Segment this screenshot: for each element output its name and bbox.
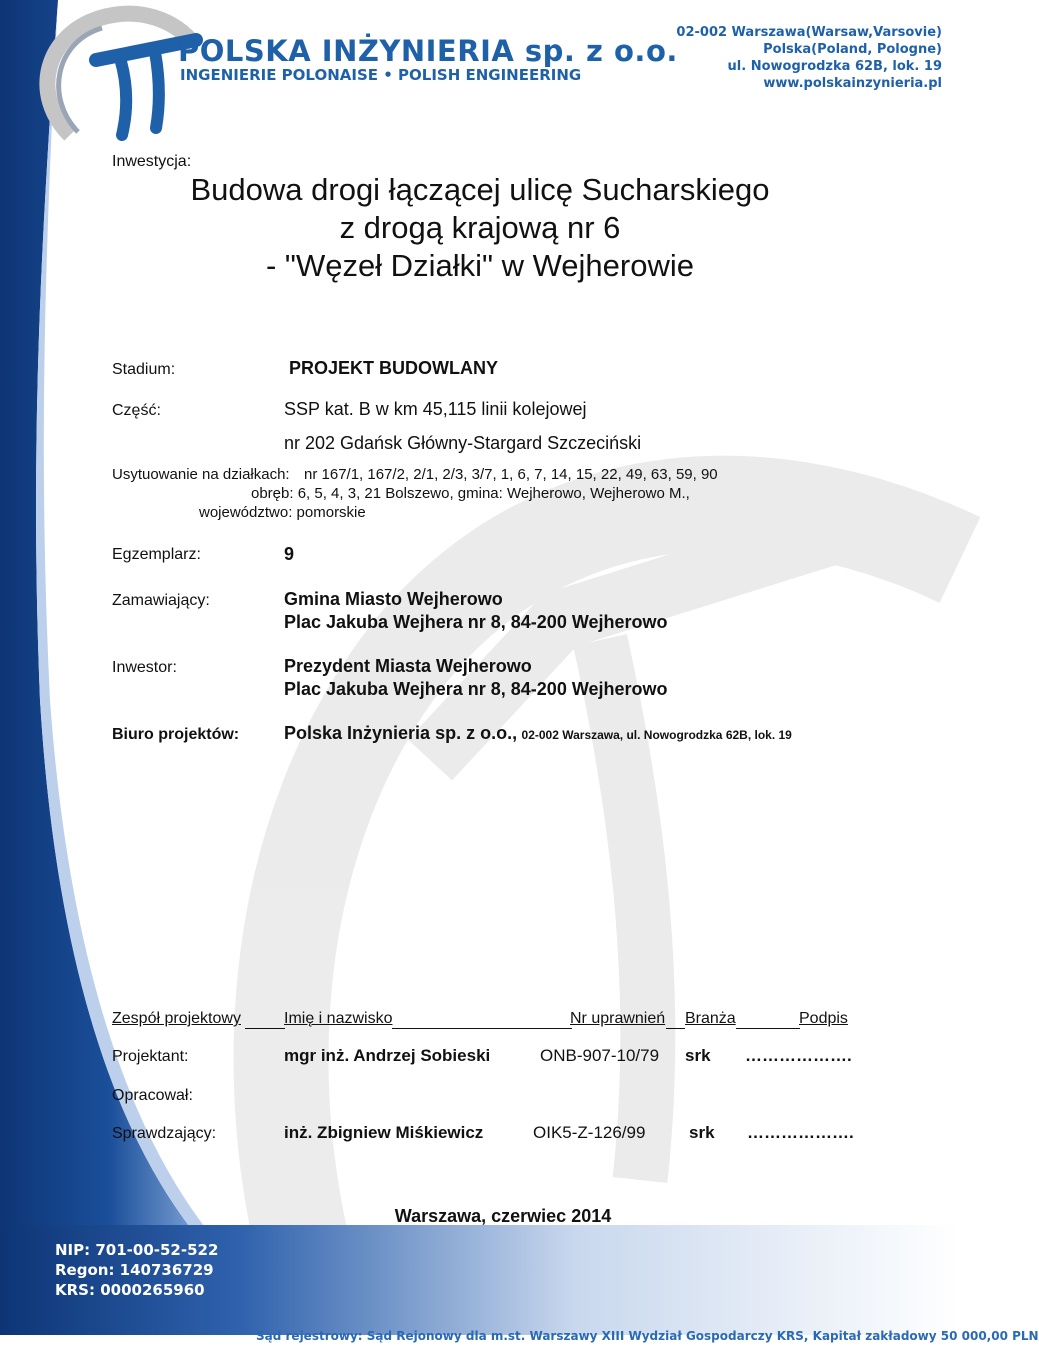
team-row-1-name: mgr inż. Andrzej Sobieski	[284, 1046, 491, 1065]
stage-value: PROJEKT BUDOWLANY	[289, 358, 499, 378]
investment-title-line-2: z drogą krajową nr 6	[339, 210, 621, 245]
pi-logo-icon	[47, 12, 196, 152]
investment-label: Inwestycja:	[112, 153, 192, 170]
header-underline-gap-1	[245, 1010, 285, 1029]
footer-krs: KRS: 0000265960	[55, 1281, 205, 1299]
address-line-3: ul. Nowogrodzka 62B, lok. 19	[727, 59, 942, 74]
team-header-team: Zespół projektowy	[112, 1010, 241, 1027]
location-line-3: województwo: pomorskie	[199, 504, 366, 521]
team-row-1-license: ONB-907-10/79	[540, 1046, 660, 1065]
footer-registry: Sąd rejestrowy: Sąd Rejonowy dla m.st. Warszawy XIII Wydział Gospodarczy KRS, Kapitał zakładowy 50 000,00 PLN	[256, 1329, 1039, 1343]
team-row-1-signature: ……………….	[745, 1046, 852, 1065]
team-header-branch: Branża	[685, 1010, 736, 1027]
investment-title-line-1: Budowa drogi łączącej ulicę Sucharskiego	[190, 172, 770, 207]
team-header-license: Nr uprawnień	[570, 1010, 666, 1027]
company-name: POLSKA INŻYNIERIA sp. z o.o.	[178, 34, 678, 68]
copy-value: 9	[284, 544, 295, 564]
office-value	[284, 723, 792, 744]
place-date: Warszawa, czerwiec 2014	[394, 1206, 612, 1226]
team-row-3-role: Sprawdzający:	[112, 1125, 217, 1142]
orderer-name: Gmina Miasto Wejherowo	[284, 589, 503, 609]
part-value-line-1: SSP kat. B w km 45,115 linii kolejowej	[284, 399, 587, 419]
company-subtitle: INGENIERIE POLONAISE • POLISH ENGINEERING	[180, 66, 582, 84]
team-row-3-name: inż. Zbigniew Miśkiewicz	[284, 1123, 484, 1142]
location-label: Usytuowanie na działkach:	[112, 466, 290, 483]
part-label: Część:	[112, 402, 161, 419]
stage-label: Stadium:	[112, 361, 176, 378]
address-line-2: Polska(Poland, Pologne)	[763, 42, 942, 57]
team-row-1-branch: srk	[685, 1046, 711, 1065]
team-row-1-role: Projektant:	[112, 1048, 189, 1065]
team-header-signature: Podpis	[799, 1010, 848, 1027]
location-line-1: nr 167/1, 167/2, 2/1, 2/3, 3/7, 1, 6, 7, 14, 15, 22, 49, 63, 59, 90	[304, 466, 718, 483]
footer-regon: Regon: 140736729	[55, 1261, 214, 1279]
investment-title-line-3: - "Węzeł Działki" w Wejherowie	[266, 248, 694, 283]
footer-nip: NIP: 701-00-52-522	[55, 1241, 219, 1259]
header-underline-gap-4	[736, 1010, 800, 1029]
team-row-2-role: Opracował:	[112, 1087, 193, 1104]
orderer-address: Plac Jakuba Wejhera nr 8, 84-200 Wejherowo	[284, 612, 668, 632]
header-underline-gap-2	[392, 1010, 572, 1029]
orderer-label: Zamawiający:	[112, 592, 210, 609]
office-name: Polska Inżynieria sp. z o.o.,	[284, 723, 518, 743]
investor-name: Prezydent Miasta Wejherowo	[284, 656, 532, 676]
copy-label: Egzemplarz:	[112, 546, 201, 563]
team-row-3-signature: ……………….	[747, 1123, 854, 1142]
header-underline-gap-3	[666, 1010, 685, 1029]
investor-address: Plac Jakuba Wejhera nr 8, 84-200 Wejherowo	[284, 679, 668, 699]
office-address: 02-002 Warszawa, ul. Nowogrodzka 62B, lok. 19	[521, 728, 792, 742]
website-link[interactable]: www.polskainzynieria.pl	[763, 76, 942, 91]
team-row-3-branch: srk	[689, 1123, 715, 1142]
team-header-name: Imię i nazwisko	[284, 1010, 393, 1027]
team-row-3-license: OIK5-Z-126/99	[533, 1123, 646, 1142]
part-value-line-2: nr 202 Gdańsk Główny-Stargard Szczeciński	[284, 433, 642, 453]
address-line-1: 02-002 Warszawa(Warsaw,Varsovie)	[676, 25, 942, 40]
office-label: Biuro projektów:	[112, 726, 240, 743]
location-line-2: obręb: 6, 5, 4, 3, 21 Bolszewo, gmina: Wejherowo, Wejherowo M.,	[251, 485, 690, 502]
investor-label: Inwestor:	[112, 659, 177, 676]
